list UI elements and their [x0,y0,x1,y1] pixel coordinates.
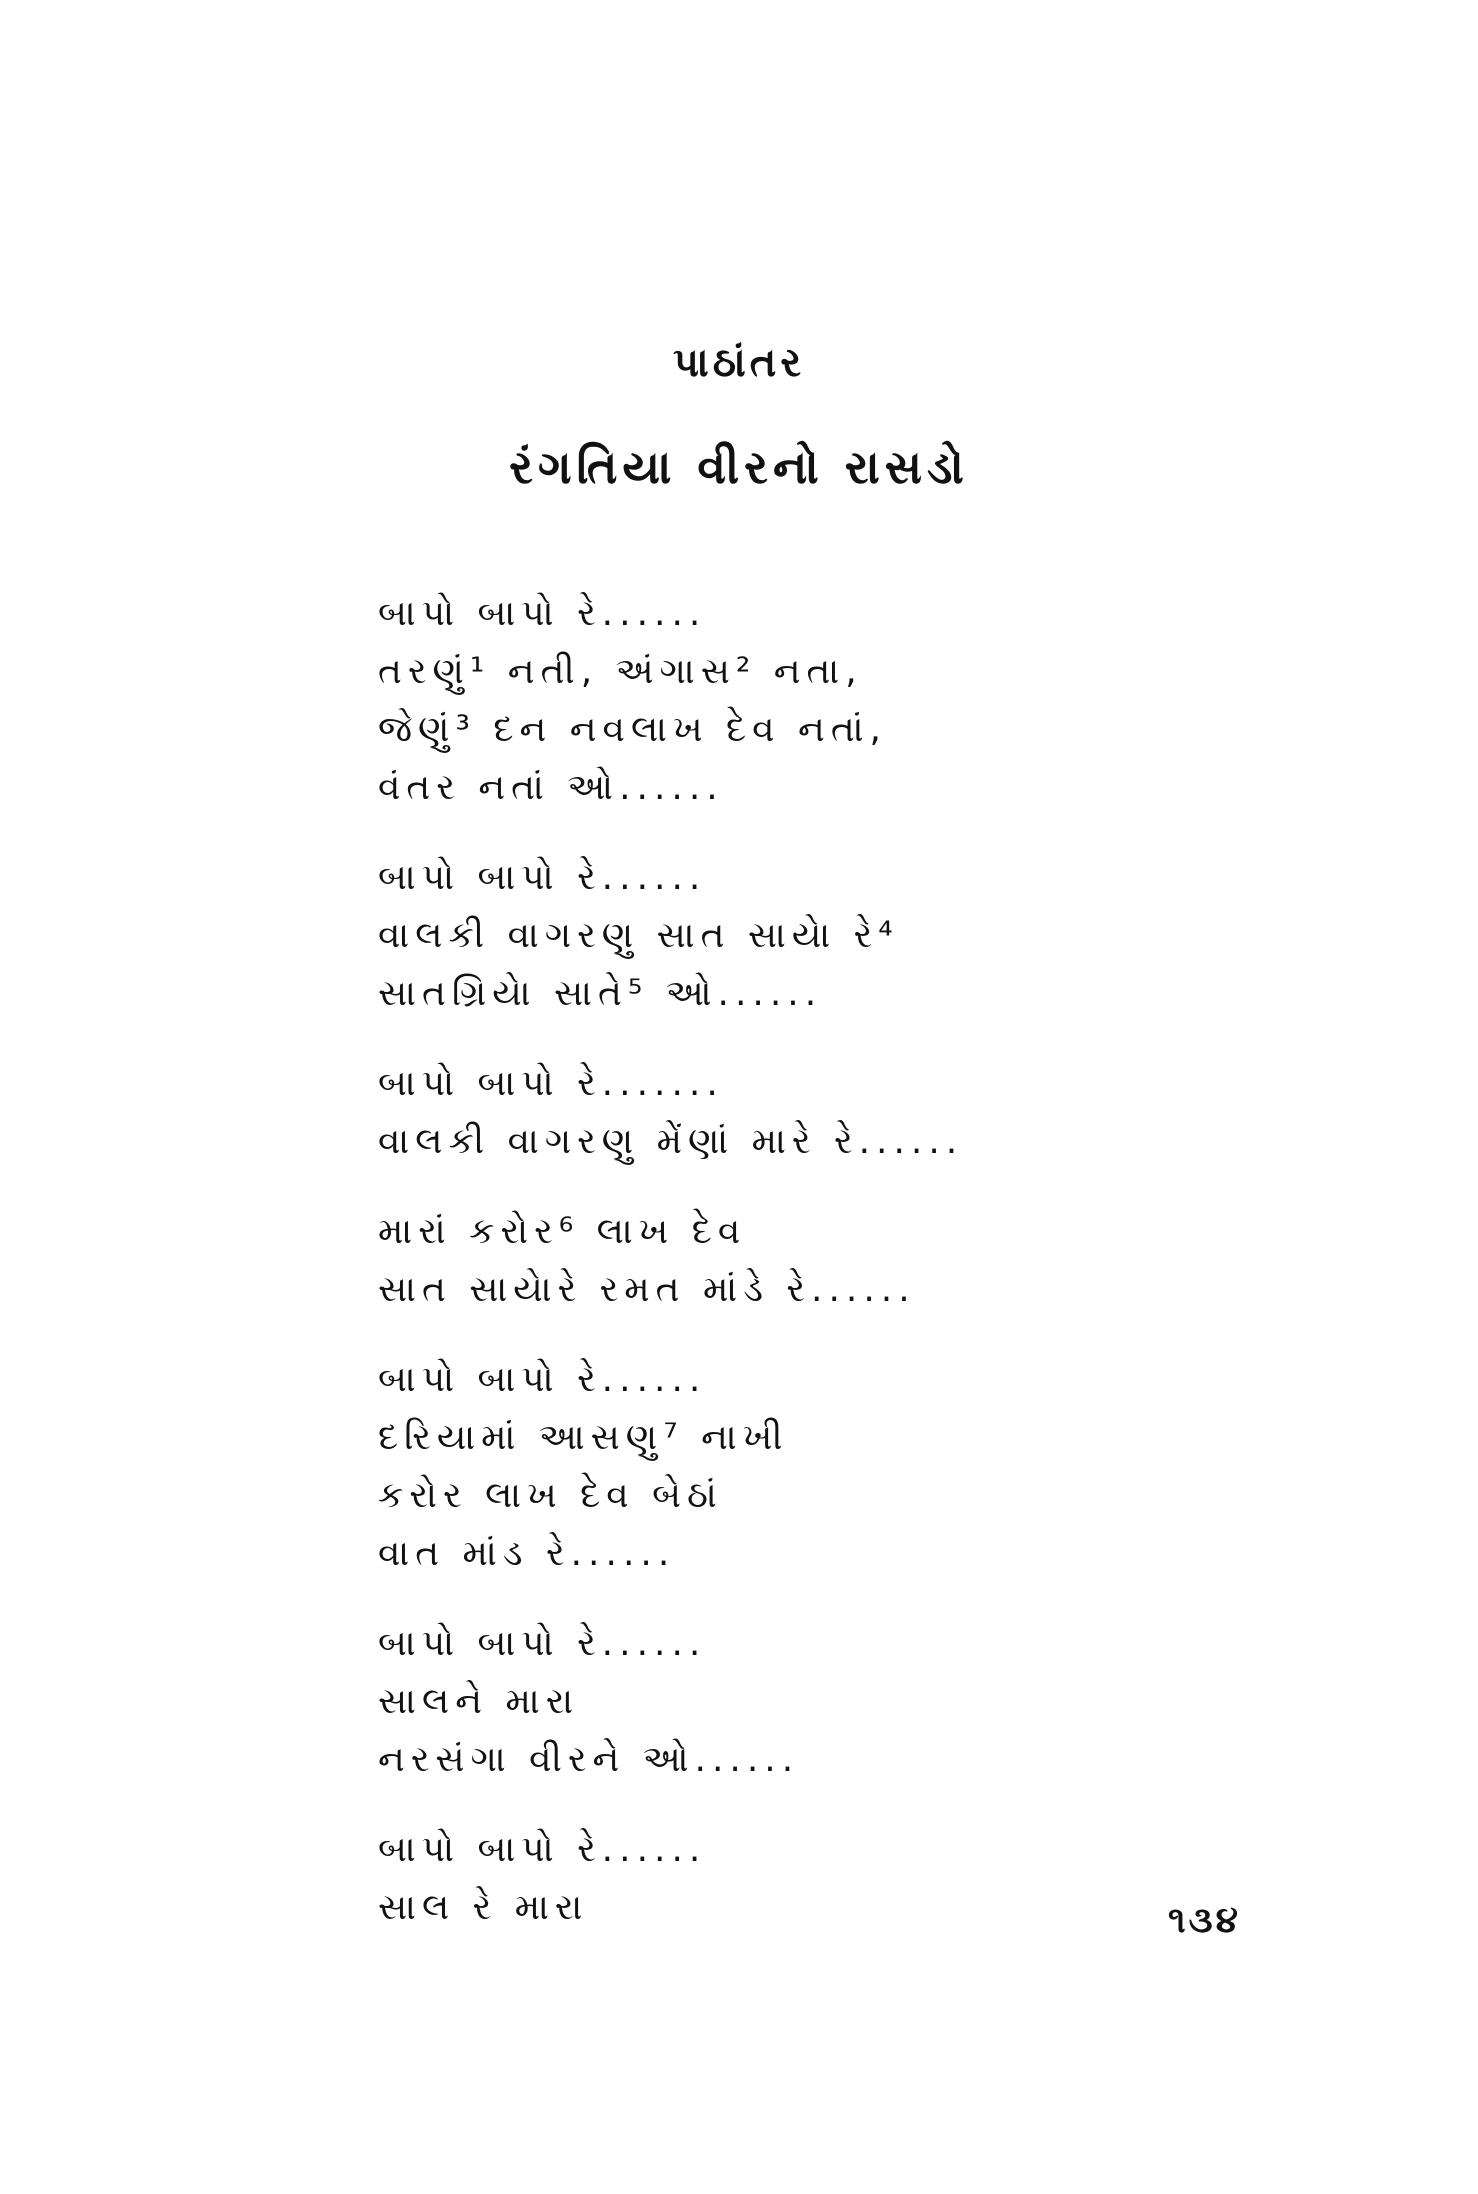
stanza-6 [378,1615,1078,1789]
poem-line: મારાં કરોર⁶ લાખ દેવ [378,1211,747,1252]
poem-line: સાતગ્રિયેા સાતે⁵ ઓ...... [378,973,823,1014]
poem-line: વાલકી વાગરણુ મેંણાં મારે રે...... [378,1121,964,1162]
poem-line: વાત માંડ રે...... [378,1533,676,1574]
stanza-3 [378,1055,1078,1171]
poem-body [378,585,1078,1969]
stanza-7 [378,1821,1078,1937]
poem-title: રંગતિયા વીરનો રાસડો [509,440,969,494]
poem-line: નરસંગા વીરને ઓ...... [378,1739,800,1780]
poem-line: દરિયામાં આસણુ⁷ નાખી [378,1417,789,1458]
poem-line: તરણું¹ નતી, અંગાસ² નતા, [378,651,863,692]
stanza-4 [378,1203,1078,1319]
stanza-5 [378,1351,1078,1583]
poem-line: બાપો બાપો રે...... [378,593,707,634]
poem-line: સાલ રે મારા [378,1887,589,1928]
poem-line: બાપો બાપો રે...... [378,1359,707,1400]
poem-line: સાલને મારા [378,1681,580,1722]
poem-line: બાપો બાપો રે....... [378,1063,724,1104]
poem-line: બાપો બાપો રે...... [378,1829,707,1870]
poem-line: વાલકી વાગરણુ સાત સાયેા રે⁴ [378,915,899,956]
poem-line: વંતર નતાં ઓ...... [378,767,724,808]
poem-line: જેણું³ દન નવલાખ દેવ નતાં, [378,709,887,750]
stanza-2 [378,849,1078,1023]
poem-line: બાપો બાપો રે...... [378,1623,707,1664]
stanza-1 [378,585,1078,817]
section-label: પાઠાંતર [672,340,806,386]
page-number: ૧૩૪ [1168,1900,1241,1941]
poem-line: સાત સાયેારે રમત માંડે રે...... [378,1269,916,1310]
poem-line: કરોર લાખ દેવ બેઠાં [378,1475,723,1516]
poem-line: બાપો બાપો રે...... [378,857,707,898]
